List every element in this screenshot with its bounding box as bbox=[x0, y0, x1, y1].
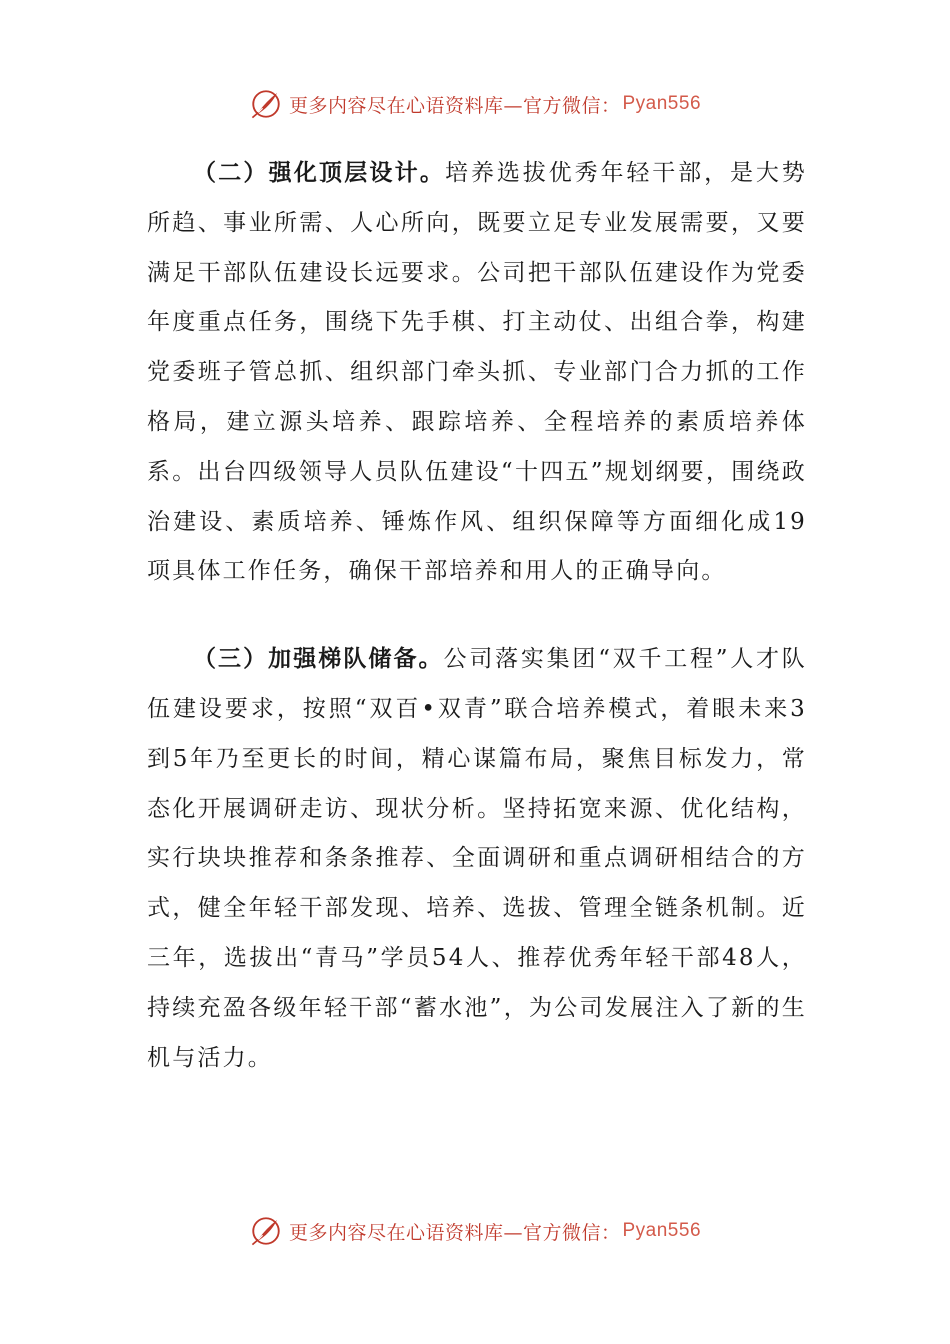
quill-pen-icon bbox=[249, 87, 283, 121]
header-watermark-banner bbox=[0, 84, 950, 124]
banner-wechat-handle: Pyan556 bbox=[622, 93, 702, 114]
paragraph-body: 培养选拔优秀年轻干部，是大势所趋、事业所需、人心所向，既要立足专业发展需要，又要满足干部队伍建设长远要求。公司把干部队伍建设作为党委年度重点任务，围绕下先手棋、打主动仗、出组合拳，构建党委班子管总抓、组织部门牵头抓、专业部门合力抓的工作格局，建立源头培养、跟踪培养、全程培养的素质培养体系。出台四级领导人员队伍建设“十四五”规划纲要，围绕政治建设、素质培养、锤炼作风、组织保障等方面细化成19项具体工作任务，确保干部培养和用人的正确导向。 bbox=[147, 160, 807, 585]
document-body bbox=[147, 148, 807, 1083]
paragraph-body: 公司落实集团“双千工程”人才队伍建设要求，按照“双百•双青”联合培养模式，着眼未来3到5年乃至更长的时间，精心谋篇布局，聚焦目标发力，常态化开展调研走访、现状分析。坚持拓宽来源、优化结构，实行块块推荐和条条推荐、全面调研和重点调研相结合的方式，健全年轻干部发现、培养、选拔、管理全链条机制。近三年，选拔出“青马”学员54人、推荐优秀年轻干部48人，持续充盈各级年轻干部“蓄水池”，为公司发展注入了新的生机与活力。 bbox=[147, 646, 807, 1071]
banner-text: 更多内容尽在心语资料库—官方微信： bbox=[288, 1221, 621, 1244]
quill-pen-icon bbox=[249, 1214, 283, 1248]
footer-watermark-banner bbox=[0, 1211, 950, 1251]
banner-wechat-handle: Pyan556 bbox=[622, 1220, 702, 1241]
paragraph-top-level-design bbox=[147, 148, 807, 597]
paragraph-talent-reserve bbox=[147, 634, 807, 1083]
banner-text: 更多内容尽在心语资料库—官方微信： bbox=[288, 94, 621, 117]
paragraph-heading: （三）加强梯队储备。 bbox=[193, 645, 444, 673]
paragraph-heading: （二）强化顶层设计。 bbox=[193, 159, 446, 186]
